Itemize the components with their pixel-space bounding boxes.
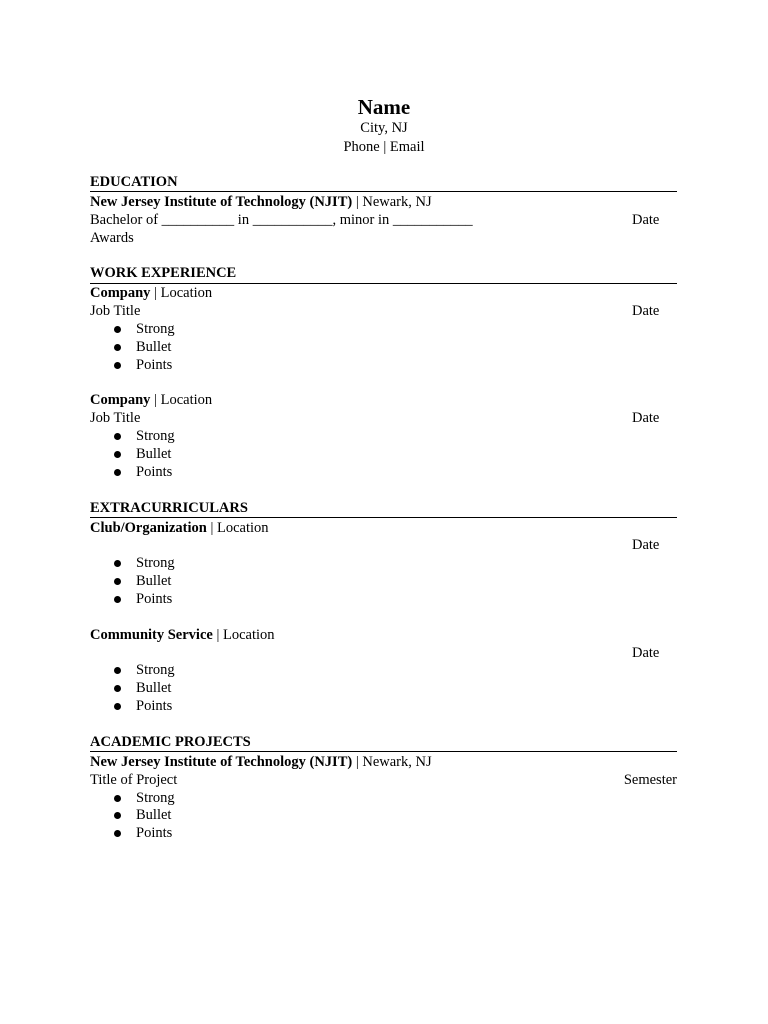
work-job-title: Job Title (90, 410, 141, 426)
project-school-line (90, 753, 432, 771)
education-date: Date (632, 212, 660, 228)
resume-name: Name (357, 95, 411, 119)
extracurricular-location: | Location (206, 520, 269, 536)
extracurricular-bullet: Points (136, 591, 173, 607)
extracurricular-bullet: Bullet (136, 680, 172, 696)
section-heading-extracurriculars: EXTRACURRICULARS (90, 500, 248, 516)
work-date: Date (632, 410, 660, 426)
work-company-location: | Location (150, 285, 213, 301)
work-bullet: Bullet (136, 446, 172, 462)
education-awards: Awards (90, 230, 134, 246)
project-bullet: Points (136, 825, 173, 841)
education-school-line (90, 193, 432, 211)
extracurricular-bullet: Strong (136, 662, 175, 678)
work-date: Date (632, 303, 660, 319)
bullet-icon (114, 795, 121, 802)
work-company-line (90, 284, 212, 302)
education-school-location: | Newark, NJ (352, 194, 432, 210)
bullet-icon (114, 812, 121, 819)
bullet-icon (114, 596, 121, 603)
work-bullet: Strong (136, 428, 175, 444)
extracurricular-org-line (90, 519, 269, 537)
work-job-title: Job Title (90, 303, 141, 319)
work-company: Company (90, 392, 151, 408)
section-divider (90, 751, 677, 752)
bullet-icon (114, 578, 121, 585)
work-bullet: Points (136, 464, 173, 480)
project-school: New Jersey Institute of Technology (NJIT) (90, 754, 353, 770)
bullet-icon (114, 685, 121, 692)
bullet-icon (114, 560, 121, 567)
extracurricular-bullet: Points (136, 698, 173, 714)
work-bullet: Bullet (136, 339, 172, 355)
resume-contact: Phone | Email (343, 139, 425, 155)
bullet-icon (114, 451, 121, 458)
bullet-icon (114, 344, 121, 351)
bullet-icon (114, 326, 121, 333)
extracurricular-org: Community Service (90, 627, 213, 643)
work-company-line (90, 391, 212, 409)
extracurricular-bullet: Strong (136, 555, 175, 571)
work-bullet: Points (136, 357, 173, 373)
extracurricular-org: Club/Organization (90, 520, 207, 536)
bullet-icon (114, 433, 121, 440)
section-heading-education: EDUCATION (90, 174, 178, 190)
bullet-icon (114, 362, 121, 369)
project-title: Title of Project (90, 772, 178, 788)
education-degree: Bachelor of __________ in ___________, minor in ___________ (90, 212, 473, 228)
extracurricular-org-line (90, 626, 275, 644)
section-heading-work-experience: WORK EXPERIENCE (90, 265, 237, 281)
work-company: Company (90, 285, 151, 301)
section-divider (90, 191, 677, 192)
bullet-icon (114, 469, 121, 476)
work-bullet: Strong (136, 321, 175, 337)
project-date: Semester (623, 772, 677, 788)
section-divider (90, 517, 677, 518)
project-school-location: | Newark, NJ (352, 754, 432, 770)
project-bullet: Strong (136, 790, 175, 806)
extracurricular-location: | Location (212, 627, 275, 643)
extracurricular-bullet: Bullet (136, 573, 172, 589)
bullet-icon (114, 830, 121, 837)
work-company-location: | Location (150, 392, 213, 408)
section-heading-academic-projects: ACADEMIC PROJECTS (90, 734, 251, 750)
extracurricular-date: Date (632, 645, 660, 661)
project-bullet: Bullet (136, 807, 172, 823)
bullet-icon (114, 703, 121, 710)
education-school: New Jersey Institute of Technology (NJIT) (90, 194, 353, 210)
resume-location: City, NJ (360, 120, 408, 136)
bullet-icon (114, 667, 121, 674)
extracurricular-date: Date (632, 537, 660, 553)
